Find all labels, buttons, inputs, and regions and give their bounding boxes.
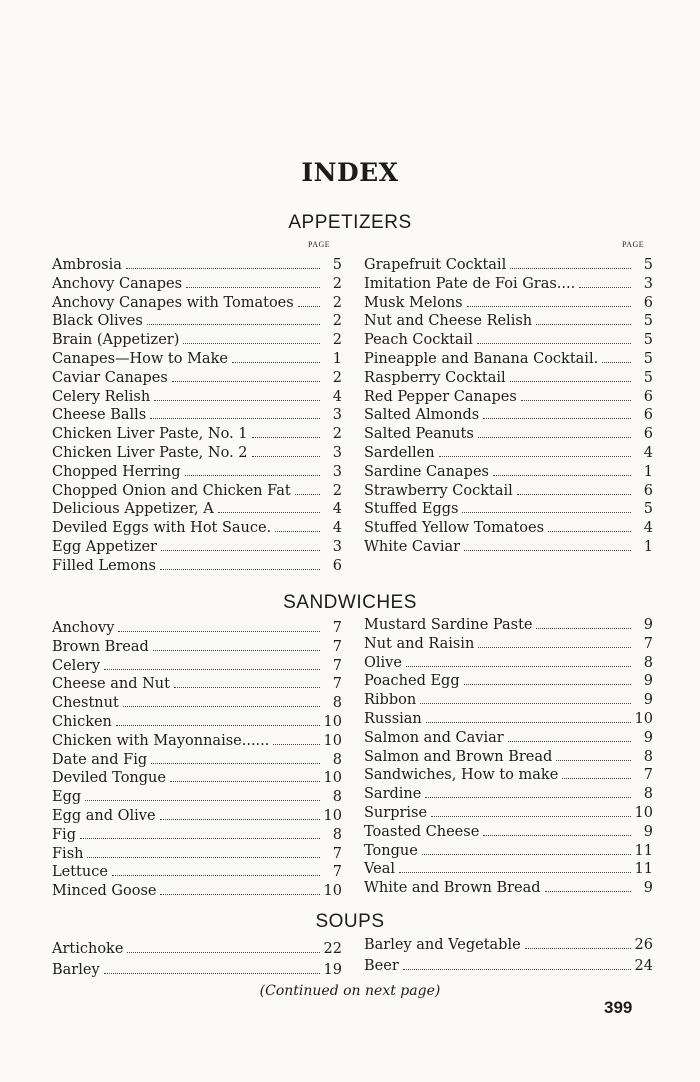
entry-page-number: 3: [332, 538, 342, 555]
entry-page-number: 9: [643, 880, 653, 897]
index-entry: [52, 463, 342, 482]
dot-leader: [127, 942, 319, 953]
dot-leader: [161, 540, 320, 551]
index-entry: [52, 482, 342, 501]
entry-page-number: 9: [643, 673, 653, 690]
entry-name: Celery Relish: [52, 388, 151, 405]
soups-left-column: [52, 939, 342, 981]
index-entry: [364, 785, 653, 804]
entry-page-number: 4: [332, 388, 342, 405]
entry-name: Veal: [364, 861, 396, 878]
entry-page-number: 22: [323, 941, 342, 957]
entry-page-number: 4: [643, 444, 653, 461]
section-heading-sandwiches: SANDWICHES: [283, 592, 417, 613]
entry-name: Cheese and Nut: [52, 676, 170, 693]
entry-name: Fig: [52, 826, 76, 843]
dot-leader: [170, 771, 320, 782]
entry-page-number: 10: [323, 883, 342, 900]
entry-page-number: 26: [634, 937, 653, 953]
dot-leader: [104, 658, 320, 669]
entry-name: Strawberry Cocktail: [364, 482, 513, 499]
sandwiches-left-column: [52, 619, 342, 901]
dot-leader: [462, 502, 631, 513]
dot-leader: [422, 843, 631, 854]
entry-name: Anchovy Canapes with Tomatoes: [52, 294, 294, 311]
index-entry: [364, 444, 653, 463]
index-entry: [52, 675, 342, 694]
dot-leader: [116, 715, 320, 726]
dot-leader: [232, 352, 320, 363]
entry-page-number: 10: [323, 770, 342, 787]
entry-name: Deviled Eggs with Hot Sauce.: [52, 520, 272, 537]
page-column-label: PAGE: [622, 240, 645, 249]
entry-page-number: 7: [332, 638, 342, 655]
dot-leader: [154, 389, 320, 400]
entry-page-number: 6: [643, 407, 653, 424]
index-entry: [364, 804, 653, 823]
entry-page-number: 6: [643, 388, 653, 405]
index-entry: [364, 935, 653, 956]
entry-page-number: 8: [332, 751, 342, 768]
entry-page-number: 10: [634, 710, 653, 727]
index-entry: [52, 713, 342, 732]
index-entry: [52, 619, 342, 638]
entry-name: Celery: [52, 657, 101, 674]
index-entry: [52, 657, 342, 676]
dot-leader: [218, 502, 320, 513]
dot-leader: [467, 295, 631, 306]
entry-page-number: 4: [643, 520, 653, 537]
entry-name: Chicken Liver Paste, No. 1: [52, 426, 248, 443]
entry-name: Nut and Raisin: [364, 635, 475, 652]
dot-leader: [160, 809, 320, 820]
entry-page-number: 1: [643, 538, 653, 555]
entry-name: Olive: [364, 654, 402, 671]
index-entry: [364, 823, 653, 842]
dot-leader: [174, 677, 320, 688]
dot-leader: [556, 749, 631, 760]
entry-name: Pineapple and Banana Cocktail.: [364, 350, 599, 367]
dot-leader: [183, 333, 320, 344]
entry-name: Toasted Cheese: [364, 823, 480, 840]
entry-name: Anchovy Canapes: [52, 275, 183, 292]
entry-name: Sardine: [364, 786, 422, 803]
dot-leader: [548, 521, 631, 532]
entry-page-number: 2: [332, 482, 342, 499]
index-entry: [364, 463, 653, 482]
dot-leader: [150, 408, 320, 419]
dot-leader: [426, 712, 631, 723]
index-entry: [52, 444, 342, 463]
entry-page-number: 10: [323, 807, 342, 824]
index-entry: [52, 826, 342, 845]
dot-leader: [160, 559, 320, 570]
dot-leader: [112, 865, 320, 876]
index-entry: [52, 350, 342, 369]
entry-page-number: 6: [332, 557, 342, 574]
dot-leader: [85, 790, 320, 801]
entry-name: Cheese Balls: [52, 407, 147, 424]
entry-name: Chicken with Mayonnaise......: [52, 732, 270, 749]
soups-right-column: [364, 935, 653, 977]
entry-page-number: 7: [332, 657, 342, 674]
dot-leader: [298, 295, 320, 306]
entry-page-number: 2: [332, 332, 342, 349]
index-entry: [364, 710, 653, 729]
entry-name: Chopped Herring: [52, 463, 181, 480]
dot-leader: [536, 314, 631, 325]
dot-leader: [439, 446, 631, 457]
dot-leader: [420, 693, 631, 704]
index-entry: [364, 312, 653, 331]
index-entry: [364, 256, 653, 275]
index-entry: [52, 256, 342, 275]
index-entry: [52, 275, 342, 294]
entry-name: Chopped Onion and Chicken Fat: [52, 482, 291, 499]
entry-page-number: 8: [332, 826, 342, 843]
entry-page-number: 5: [643, 257, 653, 273]
entry-page-number: 1: [332, 350, 342, 367]
index-entry: [364, 538, 653, 557]
dot-leader: [521, 389, 631, 400]
entry-page-number: 3: [332, 463, 342, 480]
entry-page-number: 9: [643, 823, 653, 840]
entry-name: Delicious Appetizer, A: [52, 501, 214, 518]
dot-leader: [399, 862, 631, 873]
entry-page-number: 10: [634, 804, 653, 821]
entry-name: Egg: [52, 789, 82, 806]
entry-page-number: 6: [643, 294, 653, 311]
dot-leader: [126, 258, 320, 269]
entry-name: Salmon and Brown Bread: [364, 748, 553, 765]
entry-name: Salmon and Caviar: [364, 729, 504, 746]
entry-name: Imitation Pate de Foi Gras....: [364, 275, 576, 292]
dot-leader: [510, 258, 631, 269]
entry-name: Sardine Canapes: [364, 463, 489, 480]
entry-name: Filled Lemons: [52, 557, 156, 574]
entry-name: Chicken: [52, 713, 112, 730]
entry-page-number: 4: [332, 501, 342, 518]
entry-name: Poached Egg: [364, 673, 460, 690]
entry-name: Sandwiches, How to make: [364, 767, 559, 784]
dot-leader: [425, 787, 631, 798]
dot-leader: [80, 828, 320, 839]
index-entry: [52, 312, 342, 331]
entry-page-number: 24: [634, 958, 653, 974]
entry-name: Stuffed Eggs: [364, 501, 459, 518]
dot-leader: [517, 483, 631, 494]
index-entry: [364, 860, 653, 879]
page-number: 399: [604, 998, 633, 1017]
index-entry: [52, 388, 342, 407]
entry-page-number: 7: [332, 845, 342, 862]
index-entry: [52, 807, 342, 826]
entry-name: Canapes—How to Make: [52, 350, 228, 367]
entry-page-number: 10: [323, 713, 342, 730]
index-entry: [364, 654, 653, 673]
dot-leader: [431, 806, 630, 817]
page-title: INDEX: [301, 158, 399, 187]
index-entry: [364, 635, 653, 654]
dot-leader: [151, 752, 320, 763]
entry-page-number: 3: [332, 407, 342, 424]
entry-page-number: 7: [332, 676, 342, 693]
dot-leader: [464, 540, 631, 551]
entry-name: Peach Cocktail: [364, 332, 473, 349]
index-entry: [52, 425, 342, 444]
entry-page-number: 2: [332, 369, 342, 386]
entry-name: Egg and Olive: [52, 807, 156, 824]
entry-page-number: 3: [332, 444, 342, 461]
entry-page-number: 9: [643, 729, 653, 746]
entry-name: Black Olives: [52, 313, 143, 330]
section-heading-appetizers: APPETIZERS: [288, 212, 412, 233]
dot-leader: [477, 333, 631, 344]
dot-leader: [602, 352, 631, 363]
index-entry: [364, 519, 653, 538]
dot-leader: [273, 734, 319, 745]
entry-name: Brain (Appetizer): [52, 332, 180, 349]
sandwiches-right-column: [364, 616, 653, 898]
dot-leader: [252, 427, 320, 438]
dot-leader: [118, 621, 320, 632]
entry-name: Beer: [364, 958, 399, 974]
index-entry: [364, 388, 653, 407]
entry-page-number: 9: [643, 617, 653, 633]
index-entry: [364, 482, 653, 501]
entry-page-number: 8: [332, 695, 342, 712]
index-entry: [364, 766, 653, 785]
dot-leader: [579, 277, 631, 288]
index-entry: [364, 350, 653, 369]
index-entry: [364, 406, 653, 425]
dot-leader: [483, 408, 631, 419]
entry-name: Salted Peanuts: [364, 426, 474, 443]
index-entry: [52, 538, 342, 557]
dot-leader: [478, 637, 631, 648]
entry-page-number: 1: [643, 463, 653, 480]
entry-name: Raspberry Cocktail: [364, 369, 506, 386]
entry-page-number: 5: [643, 501, 653, 518]
entry-page-number: 7: [643, 767, 653, 784]
dot-leader: [508, 731, 631, 742]
entry-page-number: 6: [643, 426, 653, 443]
dot-leader: [493, 465, 631, 476]
entry-page-number: 8: [643, 748, 653, 765]
entry-page-number: 3: [643, 275, 653, 292]
entry-page-number: 7: [332, 620, 342, 636]
entry-page-number: 5: [643, 350, 653, 367]
entry-page-number: 7: [643, 635, 653, 652]
entry-page-number: 11: [634, 861, 653, 878]
index-entry: [364, 956, 653, 977]
entry-page-number: 8: [643, 654, 653, 671]
entry-name: Salted Almonds: [364, 407, 480, 424]
entry-name: Barley and Vegetable: [364, 937, 521, 953]
entry-name: Ambrosia: [52, 257, 122, 273]
appetizers-right-column: [364, 256, 653, 557]
entry-name: Brown Bread: [52, 638, 149, 655]
entry-name: Date and Fig: [52, 751, 148, 768]
index-entry: [52, 369, 342, 388]
index-entry: [52, 751, 342, 770]
entry-page-number: 5: [643, 332, 653, 349]
entry-name: Artichoke: [52, 941, 124, 957]
dot-leader: [536, 618, 631, 629]
index-entry: [364, 500, 653, 519]
index-entry: [364, 369, 653, 388]
dot-leader: [483, 825, 631, 836]
index-entry: [52, 406, 342, 425]
entry-page-number: 6: [643, 482, 653, 499]
entry-page-number: 4: [332, 520, 342, 537]
dot-leader: [464, 674, 631, 685]
entry-name: Surprise: [364, 804, 428, 821]
index-entry: [364, 294, 653, 313]
entry-page-number: 19: [323, 962, 342, 978]
entry-page-number: 7: [332, 864, 342, 881]
entry-name: Chestnut: [52, 695, 119, 712]
entry-name: Nut and Cheese Relish: [364, 313, 533, 330]
entry-page-number: 10: [323, 732, 342, 749]
index-entry: [364, 748, 653, 767]
entry-page-number: 5: [332, 257, 342, 273]
index-entry: [52, 882, 342, 901]
entry-name: Caviar Canapes: [52, 369, 168, 386]
dot-leader: [104, 963, 320, 974]
index-entry: [52, 557, 342, 576]
index-entry: [52, 939, 342, 960]
index-entry: [52, 294, 342, 313]
index-entry: [52, 694, 342, 713]
dot-leader: [147, 314, 320, 325]
entry-page-number: 2: [332, 426, 342, 443]
entry-name: Stuffed Yellow Tomatoes: [364, 520, 545, 537]
dot-leader: [87, 846, 320, 857]
entry-name: Anchovy: [52, 620, 115, 636]
index-entry: [364, 425, 653, 444]
entry-name: Red Pepper Canapes: [364, 388, 517, 405]
index-entry: [52, 863, 342, 882]
entry-name: White and Brown Bread: [364, 880, 541, 897]
index-entry: [364, 672, 653, 691]
dot-leader: [275, 521, 320, 532]
index-entry: [52, 732, 342, 751]
entry-name: Grapefruit Cocktail: [364, 257, 507, 273]
page-column-label: PAGE: [308, 240, 331, 249]
entry-page-number: 5: [643, 369, 653, 386]
entry-name: Tongue: [364, 842, 418, 859]
appetizers-left-column: [52, 256, 342, 576]
index-entry: [52, 500, 342, 519]
dot-leader: [153, 640, 320, 651]
entry-page-number: 2: [332, 313, 342, 330]
index-entry: [364, 275, 653, 294]
index-entry: [364, 616, 653, 635]
entry-page-number: 9: [643, 692, 653, 709]
entry-name: Ribbon: [364, 692, 417, 709]
index-entry: [52, 960, 342, 981]
entry-name: Lettuce: [52, 864, 108, 881]
entry-page-number: 2: [332, 294, 342, 311]
entry-name: Mustard Sardine Paste: [364, 617, 533, 633]
dot-leader: [123, 696, 320, 707]
entry-page-number: 2: [332, 275, 342, 292]
dot-leader: [186, 277, 320, 288]
entry-page-number: 8: [332, 789, 342, 806]
dot-leader: [478, 427, 631, 438]
entry-name: Minced Goose: [52, 883, 157, 900]
index-entry: [52, 845, 342, 864]
dot-leader: [510, 371, 631, 382]
dot-leader: [295, 483, 320, 494]
dot-leader: [562, 768, 631, 779]
dot-leader: [185, 465, 320, 476]
dot-leader: [252, 446, 320, 457]
index-entry: [52, 331, 342, 350]
continued-note: (Continued on next page): [259, 983, 441, 999]
dot-leader: [406, 655, 631, 666]
dot-leader: [172, 371, 320, 382]
entry-name: Fish: [52, 845, 84, 862]
index-entry: [52, 638, 342, 657]
index-entry: [364, 691, 653, 710]
entry-page-number: 5: [643, 313, 653, 330]
index-entry: [364, 842, 653, 861]
dot-leader: [525, 938, 631, 949]
entry-name: Sardellen: [364, 444, 435, 461]
entry-name: Russian: [364, 710, 422, 727]
entry-name: Deviled Tongue: [52, 770, 166, 787]
index-entry: [52, 519, 342, 538]
entry-name: White Caviar: [364, 538, 461, 555]
entry-name: Egg Appetizer: [52, 538, 157, 555]
dot-leader: [545, 881, 631, 892]
dot-leader: [160, 884, 319, 895]
dot-leader: [403, 959, 631, 970]
entry-name: Barley: [52, 962, 100, 978]
entry-page-number: 11: [634, 842, 653, 859]
index-entry: [52, 788, 342, 807]
index-entry: [52, 769, 342, 788]
index-entry: [364, 331, 653, 350]
entry-name: Musk Melons: [364, 294, 463, 311]
index-entry: [364, 879, 653, 898]
entry-page-number: 8: [643, 786, 653, 803]
section-heading-soups: SOUPS: [315, 911, 385, 932]
index-entry: [364, 729, 653, 748]
entry-name: Chicken Liver Paste, No. 2: [52, 444, 248, 461]
